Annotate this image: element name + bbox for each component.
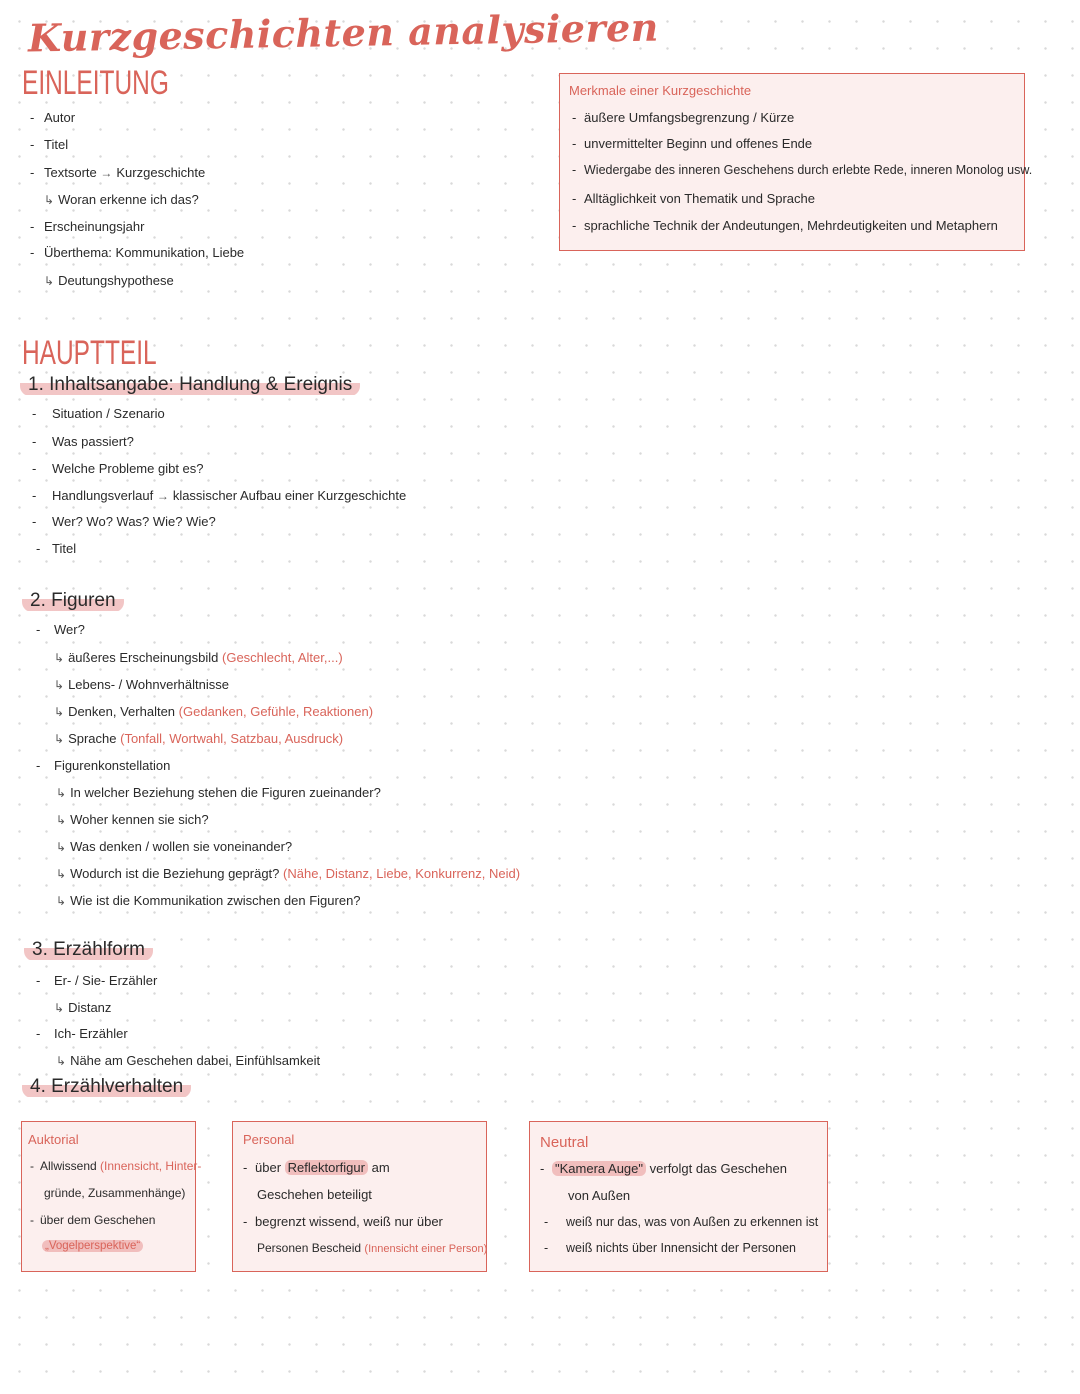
arrow-return-icon: ↳	[56, 813, 67, 827]
neutral-box	[529, 1121, 828, 1272]
auktorial-line: - Allwissend (Innensicht, Hinter-	[30, 1159, 202, 1173]
auktorial-note: gründe, Zusammenhänge)	[44, 1186, 186, 1200]
personal-box	[232, 1121, 487, 1272]
arrow-return-icon: ↳	[54, 705, 65, 719]
s2-subitem: ↳ Wie ist die Kommunikation zwischen den Figuren?	[56, 893, 361, 908]
s1-item: - Titel	[36, 541, 77, 556]
einleitung-subitem: ↳ Woran erkenne ich das?	[44, 192, 199, 207]
auktorial-line: - über dem Geschehen	[30, 1213, 156, 1227]
arrow-return-icon: ↳	[56, 1054, 67, 1068]
einleitung-item: - Autor	[30, 110, 76, 125]
einleitung-subitem: ↳ Deutungshypothese	[44, 273, 174, 288]
merkmale-title: Merkmale einer Kurzgeschichte	[569, 83, 752, 98]
arrow-return-icon: ↳	[54, 651, 65, 665]
arrow-right-icon: →	[156, 489, 169, 503]
merkmale-item: - Wiedergabe des inneren Geschehens durch erlebte Rede, inneren Monolog usw.	[572, 163, 1033, 177]
auktorial-box	[21, 1121, 202, 1272]
arrow-return-icon: ↳	[56, 786, 67, 800]
s2-subitem: ↳ Was denken / wollen sie voneinander?	[56, 839, 293, 854]
s1-item: - Welche Probleme gibt es?	[32, 461, 204, 476]
einleitung-item: - Titel	[30, 137, 69, 152]
merkmale-item: - sprachliche Technik der Andeutungen, Mehrdeutigkeiten und Metaphern	[572, 218, 998, 233]
einleitung-item: - Erscheinungsjahr	[30, 219, 145, 234]
s1-item: - Wer? Wo? Was? Wie? Wie?	[32, 514, 216, 529]
s1-item: - Handlungsverlauf → klassischer Aufbau einer Kurzgeschichte	[32, 488, 407, 503]
arrow-return-icon: ↳	[56, 894, 67, 908]
personal-line: - über Reflektorfigur am	[243, 1160, 390, 1175]
neutral-line: - "Kamera Auge" verfolgt das Geschehen	[540, 1161, 787, 1176]
einleitung-item: - Textsorte → Kurzgeschichte	[30, 165, 206, 180]
arrow-return-icon: ↳	[54, 732, 65, 746]
auktorial-title: Auktorial	[28, 1132, 79, 1147]
neutral-line: von Außen	[568, 1188, 631, 1203]
personal-line: Personen Bescheid (Innensicht einer Person)	[257, 1241, 488, 1255]
arrow-right-icon: →	[100, 166, 113, 180]
section-3-heading: 3. Erzählform	[24, 939, 153, 961]
arrow-return-icon: ↳	[44, 274, 55, 288]
merkmale-item: - äußere Umfangsbegrenzung / Kürze	[572, 110, 795, 125]
neutral-line: - weiß nichts über Innensicht der Personen	[544, 1241, 796, 1255]
arrow-return-icon: ↳	[56, 867, 67, 881]
section-2-heading: 2. Figuren	[22, 590, 124, 612]
einleitung-heading: EINLEITUNG	[22, 64, 169, 102]
neutral-line: - weiß nur das, was von Außen zu erkennen ist	[544, 1215, 819, 1229]
s2-subitem: ↳ Denken, Verhalten (Gedanken, Gefühle, Reaktionen)	[54, 704, 374, 719]
arrow-return-icon: ↳	[54, 1001, 65, 1015]
s3-subitem: ↳ Nähe am Geschehen dabei, Einfühlsamkeit	[56, 1053, 321, 1068]
auktorial-line: „Vogelperspektive“	[42, 1240, 143, 1252]
s3-subitem: ↳ Distanz	[54, 1000, 112, 1015]
s2-subitem: ↳ Wodurch ist die Beziehung geprägt? (Nähe, Distanz, Liebe, Konkurrenz, Neid)	[56, 866, 521, 881]
merkmale-item: - unvermittelter Beginn und offenes Ende	[572, 136, 813, 151]
section-4-heading: 4. Erzählverhalten	[22, 1076, 191, 1098]
s2-subitem: ↳ äußeres Erscheinungsbild (Geschlecht, Alter,...)	[54, 650, 343, 665]
arrow-return-icon: ↳	[54, 678, 65, 692]
einleitung-item: - Überthema: Kommunikation, Liebe	[30, 245, 245, 260]
hauptteil-heading: HAUPTTEIL	[22, 334, 157, 372]
s3-item: - Ich- Erzähler	[36, 1026, 128, 1041]
page-title: Kurzgeschichten analysieren	[27, 4, 660, 61]
personal-title: Personal	[243, 1132, 295, 1147]
personal-line: - begrenzt wissend, weiß nur über	[243, 1214, 443, 1229]
merkmale-box	[559, 73, 1033, 251]
s2-konstellation: - Figurenkonstellation	[36, 758, 171, 773]
s1-item: - Situation / Szenario	[32, 406, 165, 421]
merkmale-item: - Alltäglichkeit von Thematik und Sprache	[572, 191, 815, 206]
s2-wer: - Wer?	[36, 622, 85, 637]
neutral-title: Neutral	[540, 1134, 589, 1151]
arrow-return-icon: ↳	[44, 193, 55, 207]
s2-subitem: ↳ Woher kennen sie sich?	[56, 812, 209, 827]
personal-line: Geschehen beteiligt	[257, 1187, 372, 1202]
section-1-heading: 1. Inhaltsangabe: Handlung & Ereignis	[20, 374, 360, 396]
s2-subitem: ↳ In welcher Beziehung stehen die Figuren zueinander?	[56, 785, 381, 800]
s2-subitem: ↳ Sprache (Tonfall, Wortwahl, Satzbau, Ausdruck)	[54, 731, 344, 746]
s1-item: - Was passiert?	[32, 434, 134, 449]
arrow-return-icon: ↳	[56, 840, 67, 854]
s3-item: - Er- / Sie- Erzähler	[36, 973, 158, 988]
s2-subitem: ↳ Lebens- / Wohnverhältnisse	[54, 677, 229, 692]
